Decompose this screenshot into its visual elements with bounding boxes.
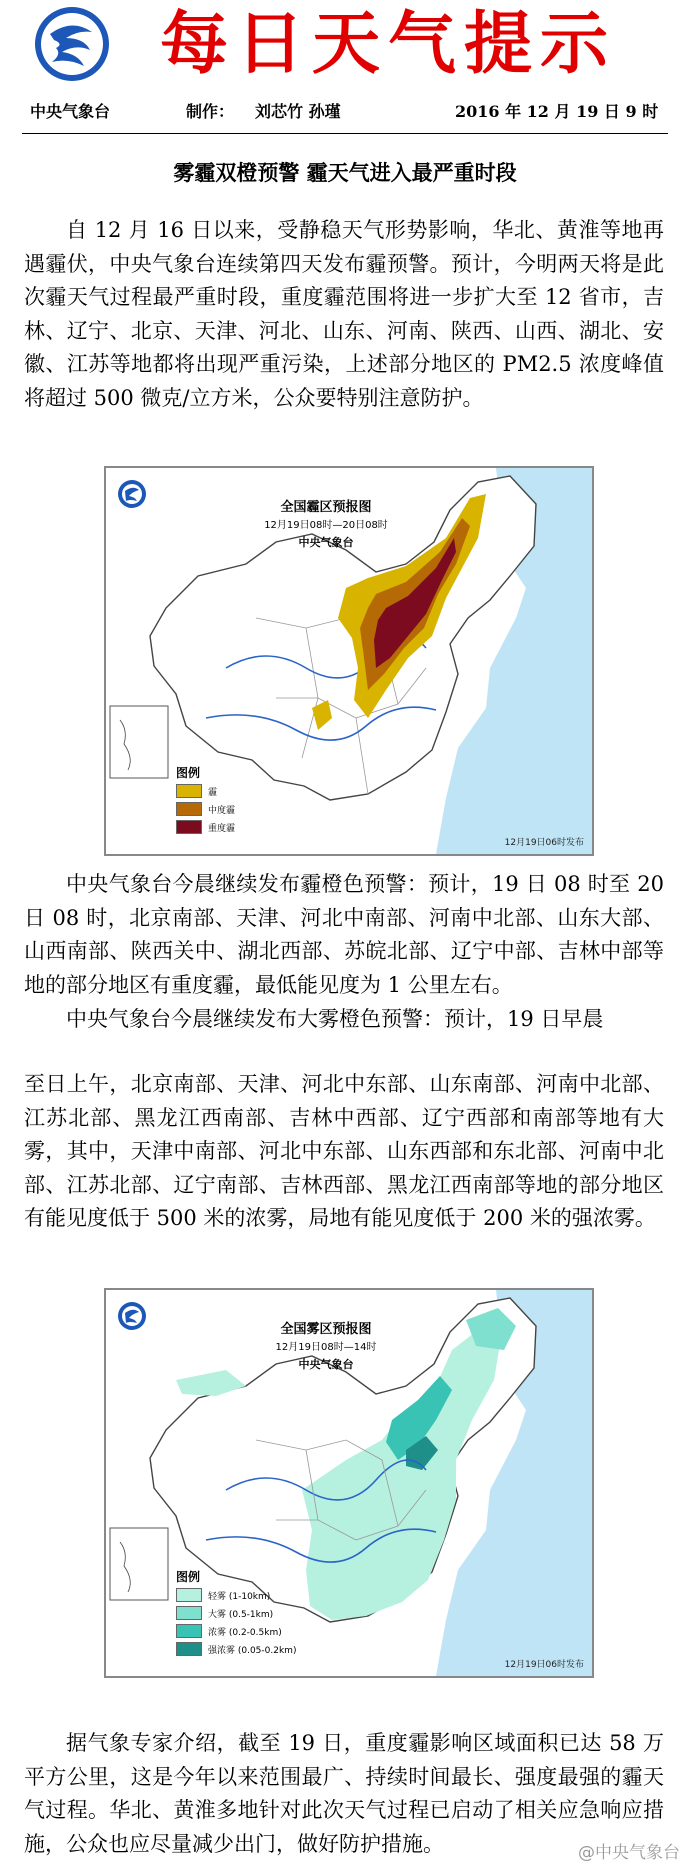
fog-map-title: 全国雾区预报图 (280, 1322, 372, 1337)
legend-item (176, 818, 235, 836)
fog-map-legend (176, 1568, 296, 1658)
haze-map-issued: 12月19日06时发布 (504, 838, 584, 848)
article-title: 雾霾双橙预警 霾天气进入最严重时段 (173, 160, 517, 185)
legend-item (176, 1604, 296, 1622)
weibo-watermark: @中央气象台 (578, 1843, 680, 1863)
haze-map-title: 全国霾区预报图 (280, 500, 372, 515)
legend-swatch (176, 1606, 202, 1620)
haze-forecast-map (104, 466, 594, 856)
legend-item (176, 800, 235, 818)
cma-logo-icon (32, 4, 112, 84)
legend-label: 中度霾 (208, 805, 236, 816)
fog-map-issuer: 中央气象台 (298, 1358, 354, 1371)
header (0, 0, 690, 90)
haze-map-issuer: 中央气象台 (298, 536, 354, 549)
legend-label: 强浓雾 (0.05-0.2km) (208, 1645, 297, 1656)
legend-item (176, 1622, 296, 1640)
legend-label: 浓雾 (0.2-0.5km) (208, 1627, 282, 1638)
paragraph-fog-warning-continued: 至日上午，北京南部、天津、河北中东部、山东南部、河南中北部、江苏北部、黑龙江西南部、吉林中西部、辽宁西部和南部等地有大雾，其中，天津中南部、河北中东部、山东西部和东北部、河南中北部、江苏北部、辽宁南部、吉林西部、黑龙江西南部等地的部分地区有能见度低于 500 米的浓雾，局地有能见度低于 200 米的强浓雾。 (24, 1072, 664, 1230)
paragraph-haze-warning: 中央气象台今晨继续发布霾橙色预警：预计，19 日 08 时至 20 日 08 时，北京南部、天津、河北中南部、河南中北部、山东大部、山西南部、陕西关中、湖北西部、苏皖北部、辽宁中部、吉林中部等地的部分地区有重度霾，最低能见度为 1 公里左右。 (24, 872, 664, 997)
author-label: 制作： (186, 102, 235, 121)
fog-map-issued: 12月19日06时发布 (504, 1660, 584, 1670)
paragraph-summary: 据气象专家介绍，截至 19 日，重度霾影响区域面积已达 58 万平方公里，这是今年以来范围最广、持续时间最长、强度最强的霾天气过程。华北、黄淮多地针对此次天气过程已启动了相关应急响应措施，公众也应尽量减少出门，做好防护措施。 (24, 1731, 664, 1856)
page-title: 每日天气提示 (160, 4, 617, 84)
organization-name: 中央气象台 (30, 102, 111, 121)
header-divider (22, 133, 668, 134)
legend-swatch (176, 1588, 202, 1602)
fog-map-period: 12月19日08时—14时 (275, 1342, 377, 1353)
legend-label: 霾 (208, 787, 218, 798)
legend-swatch (176, 820, 202, 834)
legend-title: 图例 (176, 1570, 201, 1584)
paragraph-fog-warning-start: 中央气象台今晨继续发布大雾橙色预警：预计，19 日早晨 (66, 1007, 604, 1031)
author-names: 刘芯竹 孙瑾 (255, 102, 341, 121)
legend-label: 大雾 (0.5-1km) (208, 1609, 274, 1620)
legend-swatch (176, 1624, 202, 1638)
legend-label: 重度霾 (208, 823, 236, 834)
legend-item (176, 1586, 296, 1604)
legend-item (176, 782, 235, 800)
legend-swatch (176, 784, 202, 798)
legend-swatch (176, 1642, 202, 1656)
legend-title: 图例 (176, 766, 201, 780)
paragraph-intro: 自 12 月 16 日以来，受静稳天气形势影响，华北、黄淮等地再遇霾伏，中央气象台连续第四天发布霾预警。预计，今明两天将是此次霾天气过程最严重时段，重度霾范围将进一步扩大至 12 省市，吉林、辽宁、北京、天津、河北、山东、河南、陕西、山西、湖北、安徽、江苏等地都将出现严重污染，上述部分地区的 PM2.5 浓度峰值将超过 500 微克/立方米，公众要特别注意防护。 (24, 218, 664, 410)
fog-forecast-map (104, 1288, 594, 1678)
legend-item (176, 1640, 296, 1658)
legend-label: 轻雾 (1-10km) (208, 1591, 271, 1602)
issue-date: 2016 年 12 月 19 日 9 时 (455, 102, 659, 121)
legend-swatch (176, 802, 202, 816)
haze-map-legend (176, 764, 235, 836)
haze-map-period: 12月19日08时—20日08时 (264, 520, 388, 531)
